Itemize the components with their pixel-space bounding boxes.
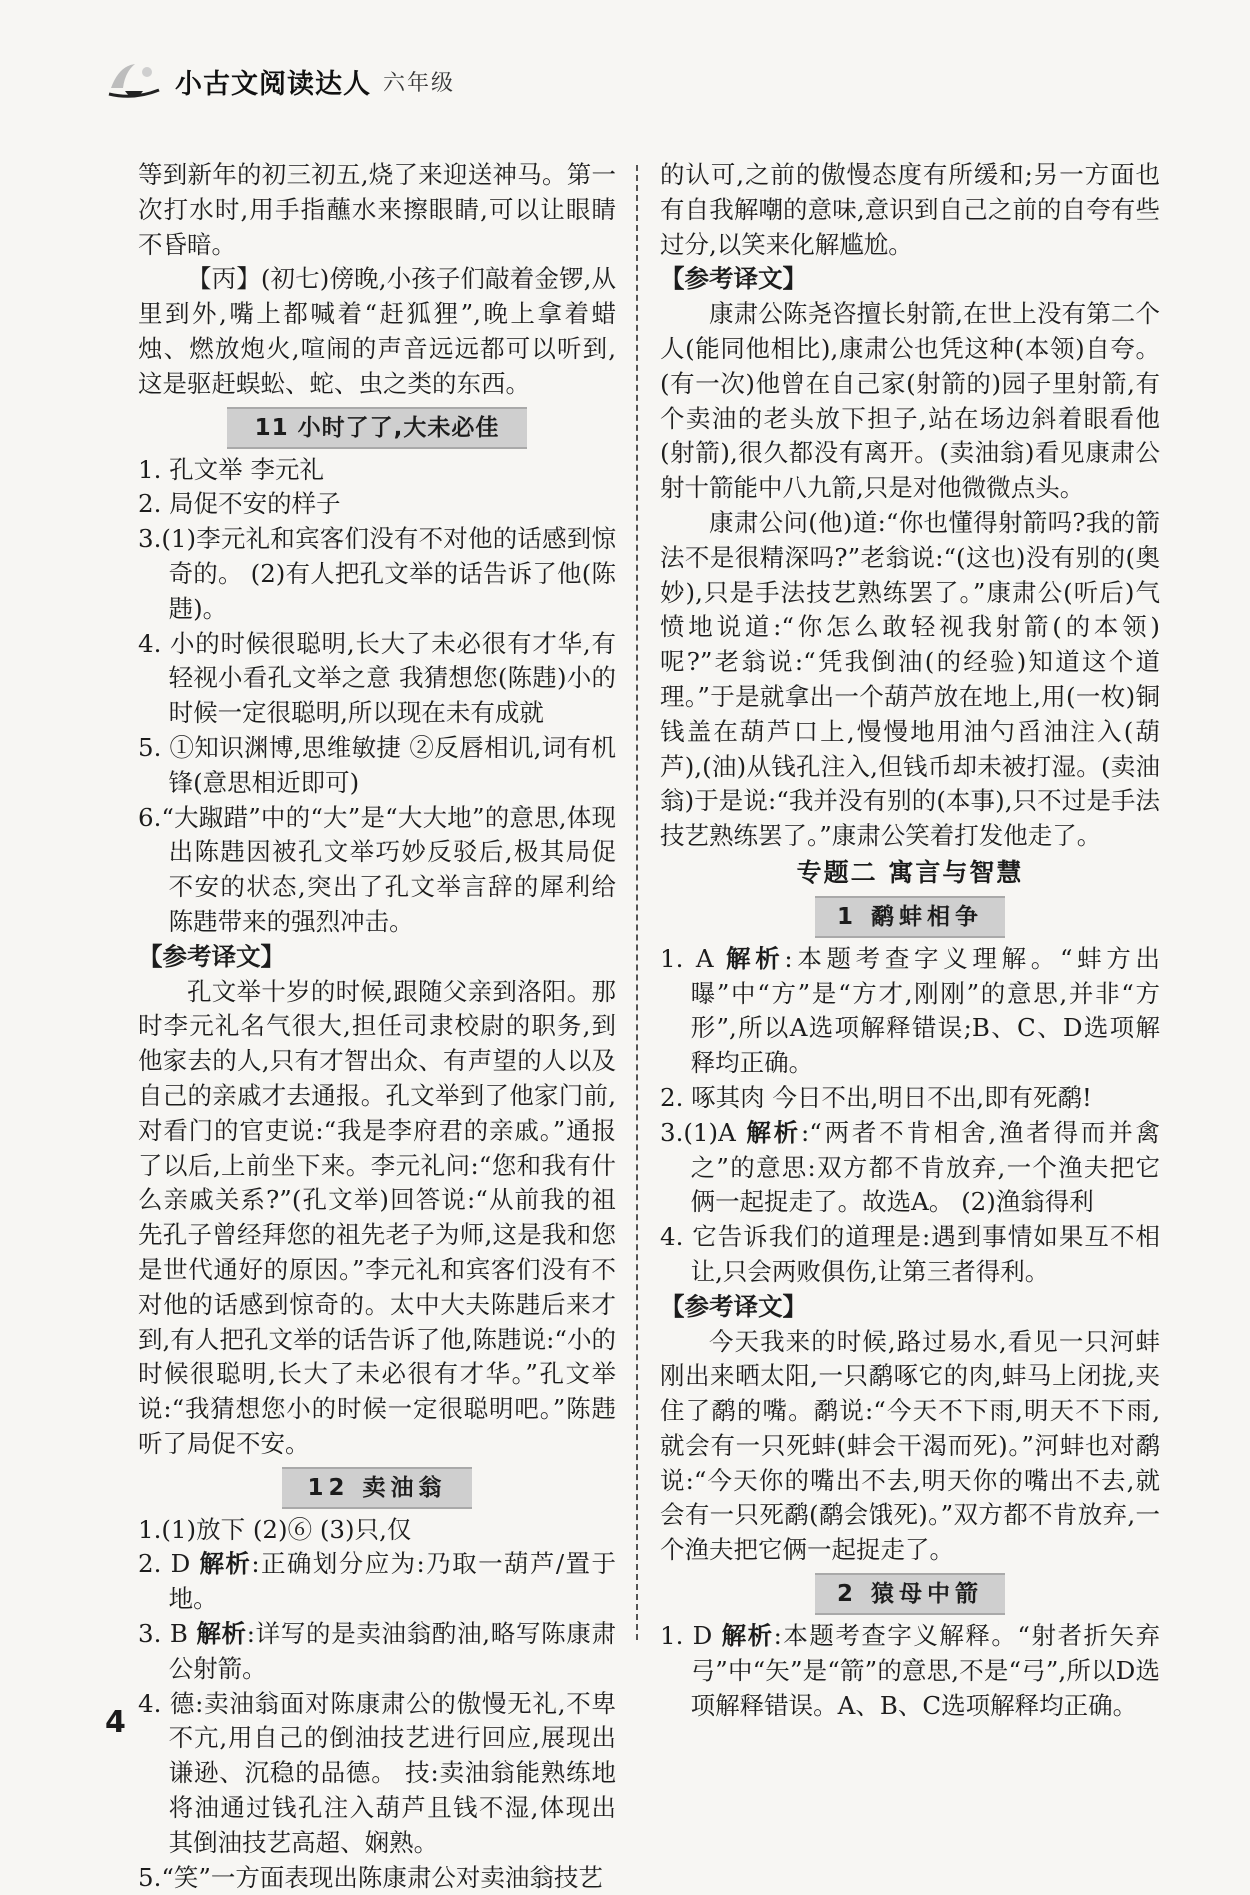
answer-item (138, 1617, 616, 1687)
paragraph: 等到新年的初三初五,烧了来迎送神马。第一次打水时,用手指蘸水来擦眼睛,可以让眼睛不昏暗。 (138, 160, 616, 259)
page-header (105, 52, 1205, 112)
column-divider (636, 165, 638, 1640)
reference-translation-text: 康肃公问(他)道:“你也懂得射箭吗?我的箭法不是很精深吗?”老翁说:“(这也)没有别的(奥妙),只是手法技艺熟练罢了。”康肃公(听后)气愤地说道:“你怎么敢轻视我射箭(的本领)呢?”老翁说:“凭我倒油(的经验)知道这个道理。”于是就拿出一个葫芦放在地上,用(一枚)铜钱盖在葫芦口上,慢慢地用油勺舀油注入(葫芦),(油)从钱孔注入,但钱币却未被打湿。(卖油翁)于是说:“我并没有别的(本事),只不过是手法技艺熟练罢了。”康肃公笑着打发他走了。 (660, 507, 1160, 851)
grade-label: 六年级 (383, 71, 456, 96)
answer-item (660, 942, 1160, 1081)
answer-number: 1. D (660, 1621, 722, 1651)
analysis-text: :详写的是卖油翁酌油,略写陈康肃公射箭。 (168, 1619, 616, 1683)
brand-title: 小古文阅读达人 (175, 69, 371, 100)
analysis-label: 解析 (199, 1549, 252, 1579)
reference-translation-text: 孔文举十岁的时候,跟随父亲到洛阳。那时李元礼名气很大,担任司隶校尉的职务,到他家去的人,只有才智出众、有声望的人以及自己的亲戚才去通报。孔文举到了他家门前,对看门的官吏说:“我是李府君的亲戚。”通报了以后,上前坐下来。李元礼问:“您和我有什么亲戚关系?”(孔文举)回答说:“从前我的祖先孔子曾经拜您的祖先老子为师,这是我和您是世代通好的原因。”李元礼和宾客们没有不对他的话感到惊奇的。太中大夫陈韪后来才到,有人把孔文举的话告诉了他,陈韪说:“小的时候很聪明,长大了未必很有才华。”孔文举说:“我猜想您小的时候一定很聪明吧。”陈韪听了局促不安。 (138, 976, 616, 1458)
answer-item: 4. 小的时候很聪明,长大了未必很有才华,有轻视小看孔文举之意 我猜想您(陈韪)小的时候一定很聪明,所以现在未有成就 (138, 628, 616, 728)
left-column (138, 158, 616, 1895)
answer-number: 3. B (138, 1619, 197, 1649)
answer-item: 3.(1)李元礼和宾客们没有不对他的话感到惊奇的。 (2)有人把孔文举的话告诉了他(陈韪)。 (138, 524, 616, 623)
answer-item: 1. 孔文举 李元礼 (138, 454, 324, 484)
reference-translation-text: 康肃公陈尧咨擅长射箭,在世上没有第二个人(能同他相比),康肃公也凭这种(本领)自夸。(有一次)他曾在自己家(射箭的)园子里射箭,有个卖油的老头放下担子,站在场边斜着眼看他(射箭),很久都没有离开。(卖油翁)看见康肃公射十箭能中八九箭,只是对他微微点头。 (660, 299, 1160, 503)
answer-item: 1.(1)放下 (2)⑥ (3)只,仅 (138, 1514, 412, 1544)
paragraph: 的认可,之前的傲慢态度有所缓和;另一方面也有自我解嘲的意味,意识到自己之前的自夸有些过分,以笑来化解尴尬。 (660, 160, 1160, 259)
answer-item (660, 1619, 1160, 1723)
analysis-text: :“两者不肯相舍,渔者得而并禽之”的意思:双方都不肯放弃,一个渔夫把它俩一起捉走了。故选A。 (2)渔翁得利 (690, 1117, 1160, 1217)
answer-item: 5. ①知识渊博,思维敏捷 ②反唇相讥,词有机锋(意思相近即可) (138, 732, 616, 797)
reference-translation-title: 【参考译文】 (660, 264, 807, 294)
section-banner-2: 2 猿母中箭 (815, 1573, 1005, 1615)
section-banner-12: 12 卖油翁 (282, 1467, 472, 1509)
answer-item: 5.“笑”一方面表现出陈康肃公对卖油翁技艺 (138, 1862, 603, 1892)
right-column (660, 158, 1160, 1723)
analysis-label: 解析 (726, 943, 785, 973)
answer-item (138, 1547, 616, 1617)
answer-number: 1. A (660, 943, 727, 973)
analysis-label: 解析 (196, 1619, 247, 1649)
analysis-label: 解析 (746, 1117, 801, 1147)
answer-item (660, 1116, 1160, 1220)
reference-translation-text: 今天我来的时候,路过易水,看见一只河蚌刚出来晒太阳,一只鹬啄它的肉,蚌马上闭拢,夹住了鹬的嘴。鹬说:“今天不下雨,明天不下雨,就会有一只死蚌(蚌会干渴而死)。”河蚌也对鹬说:“今天你的嘴出不去,明天你的嘴出不去,就会有一只死鹬(鹬会饿死)。”双方都不肯放弃,一个渔夫把它俩一起捉走了。 (660, 1326, 1160, 1565)
answer-item: 4. 它告诉我们的道理是:遇到事情如果互不相让,只会两败俱伤,让第三者得利。 (660, 1222, 1160, 1286)
answer-item: 2. 局促不安的样子 (138, 489, 341, 519)
analysis-label: 解析 (721, 1621, 774, 1651)
reference-translation-title: 【参考译文】 (138, 941, 285, 971)
section-banner-11: 11 小时了了,大未必佳 (227, 407, 527, 449)
page-number: 4 (105, 1705, 126, 1740)
section-banner-1: 1 鹬蚌相争 (815, 896, 1005, 938)
answer-item: 6.“大踧踖”中的“大”是“大大地”的意思,体现出陈韪因被孔文举巧妙反驳后,极其局促不安的状态,突出了孔文举言辞的犀利给陈韪带来的强烈冲击。 (138, 802, 616, 936)
answer-item: 4. 德:卖油翁面对陈康肃公的傲慢无礼,不卑不亢,用自己的倒油技艺进行回应,展现出谦逊、沉稳的品德。 技:卖油翁能熟练地将油通过钱孔注入葫芦且钱不湿,体现出其倒油技艺高超、娴熟。 (138, 1688, 616, 1857)
reference-translation-title: 【参考译文】 (660, 1291, 807, 1321)
answer-number: 3.(1)A (660, 1117, 747, 1147)
topic-heading: 专题二 寓言与智慧 (796, 857, 1024, 887)
boat-mountain-logo-icon (105, 58, 163, 106)
analysis-text: :本题考查字义解释。“射者折矢弃弓”中“矢”是“箭”的意思,不是“弓”,所以D选项解释错误。A、B、C选项解释均正确。 (690, 1621, 1160, 1720)
paragraph: 【丙】(初七)傍晚,小孩子们敲着金锣,从里到外,嘴上都喊着“赶狐狸”,晚上拿着蜡烛、燃放炮火,喧闹的声音远远都可以听到,这是驱赶蜈蚣、蛇、虫之类的东西。 (138, 264, 616, 398)
analysis-text: :本题考查字义理解。“蚌方出曝”中“方”是“方才,刚刚”的意思,并非“方形”,所以A选项解释错误;B、C、D选项解释均正确。 (690, 943, 1161, 1078)
answer-item: 2. 啄其肉 今日不出,明日不出,即有死鹬! (660, 1082, 1092, 1112)
analysis-text: :正确划分应为:乃取一葫芦/置于地。 (168, 1549, 616, 1614)
answer-number: 2. D (138, 1549, 200, 1579)
